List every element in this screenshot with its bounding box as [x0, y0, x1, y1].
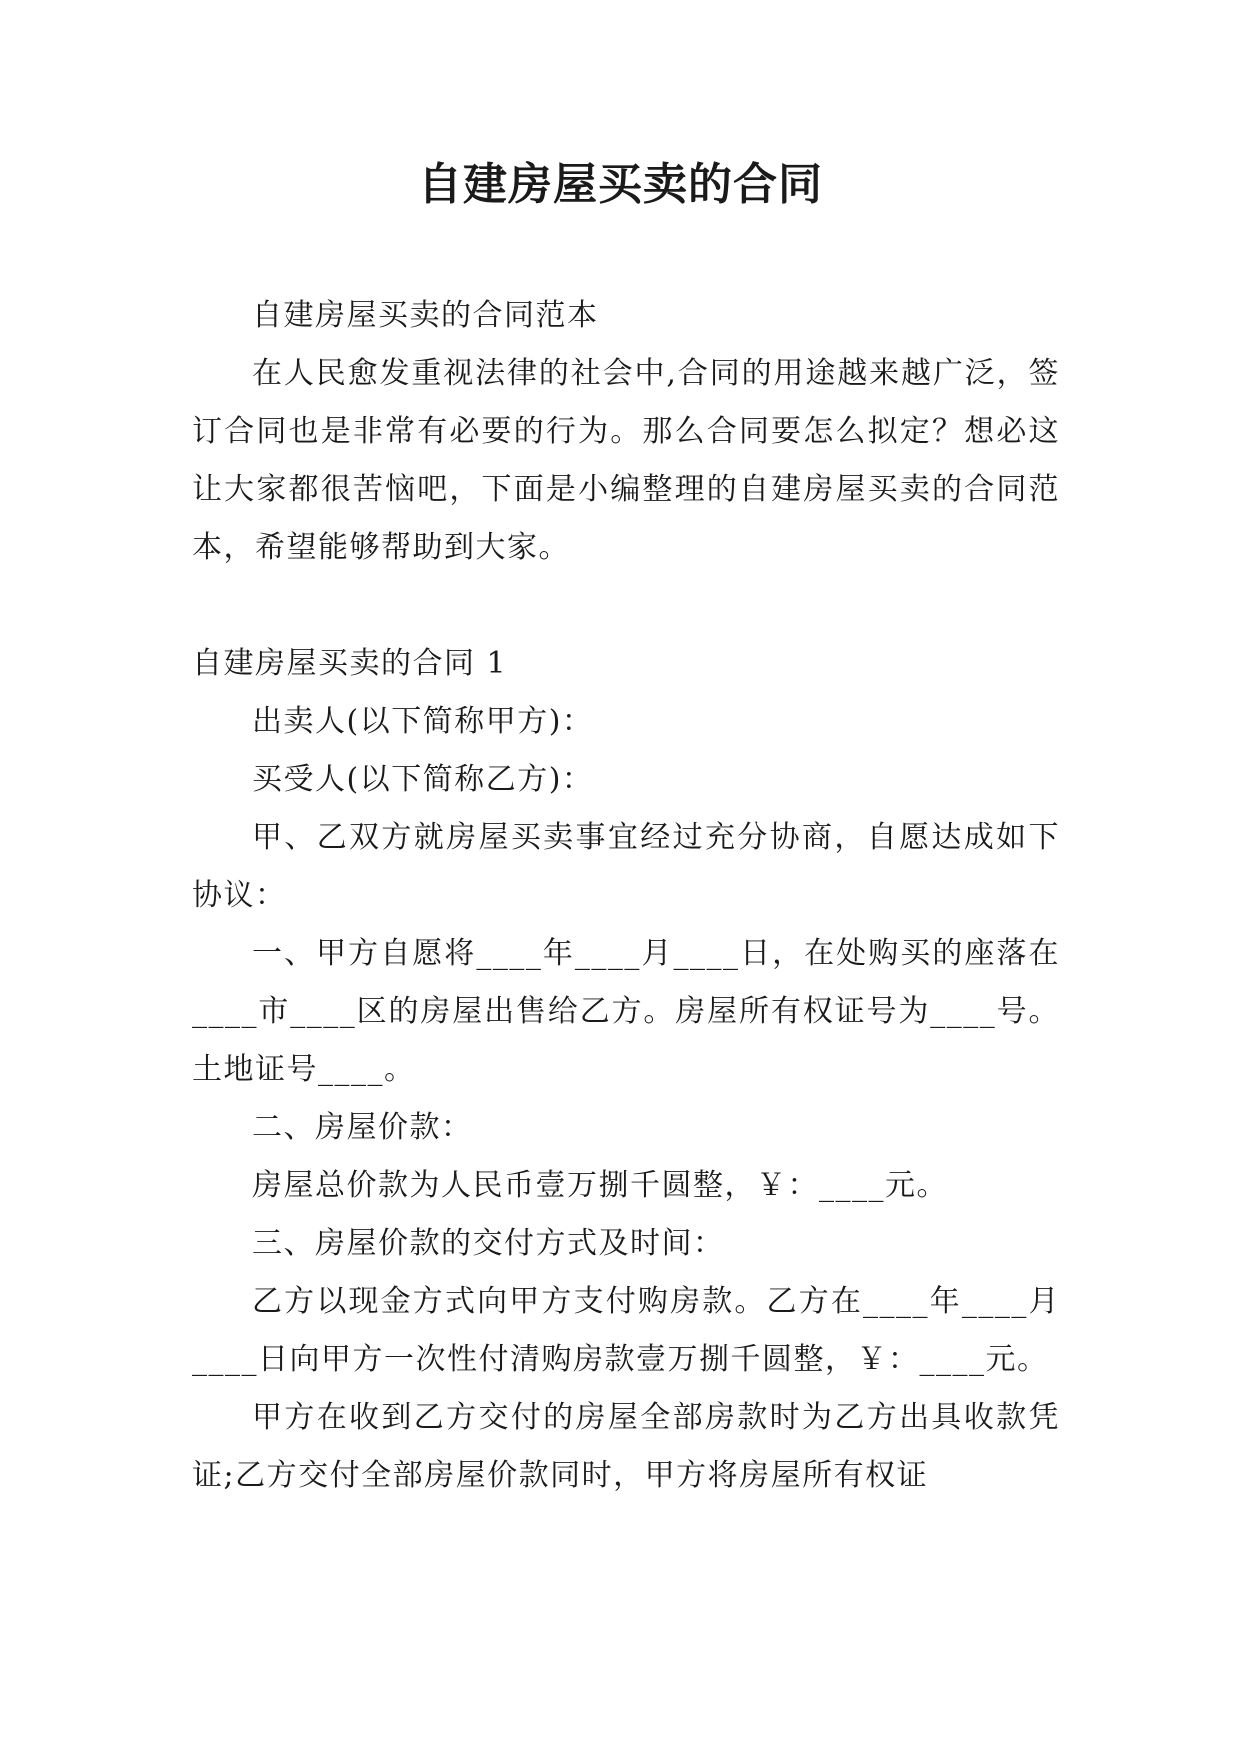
- subtitle-paragraph: 自建房屋买卖的合同范本: [252, 298, 599, 333]
- paragraph-spacer: [192, 577, 1060, 635]
- document-title: 自建房屋买卖的合同: [418, 159, 823, 210]
- clause-3-heading: 三、房屋价款的交付方式及时间：: [252, 1226, 725, 1261]
- clause-2-body: 房屋总价款为人民币壹万捌千圆整，￥：____元。: [252, 1168, 948, 1203]
- clause-2-heading: 二、房屋价款：: [252, 1110, 473, 1145]
- section-heading: 自建房屋买卖的合同 1: [192, 646, 508, 681]
- document-body: [192, 287, 1060, 1505]
- intro-paragraph: 在人民愈发重视法律的社会中,合同的用途越来越广泛，签订合同也是非常有必要的行为。那么合同要怎么拟定？想必这让大家都很苦恼吧，下面是小编整理的自建房屋买卖的合同范本，希望能够帮助到大家。: [192, 356, 1060, 565]
- seller-line: 出卖人(以下简称甲方)：: [252, 704, 594, 739]
- clause-3-receipt-paragraph: 甲方在收到乙方交付的房屋全部房款时为乙方出具收款凭证;乙方交付全部房屋价款同时，甲方将房屋所有权证: [192, 1400, 1060, 1493]
- agreement-paragraph: 甲、乙双方就房屋买卖事宜经过充分协商，自愿达成如下协议：: [192, 820, 1060, 913]
- buyer-line: 买受人(以下简称乙方)：: [252, 762, 594, 797]
- clause-1-paragraph: 一、甲方自愿将____年____月____日，在处购买的座落在____市____区的房屋出售给乙方。房屋所有权证号为____号。土地证号____。: [192, 936, 1060, 1087]
- clause-3-body: 乙方以现金方式向甲方支付购房款。乙方在____年____月____日向甲方一次性付清购房款壹万捌千圆整，￥：____元。: [192, 1284, 1060, 1377]
